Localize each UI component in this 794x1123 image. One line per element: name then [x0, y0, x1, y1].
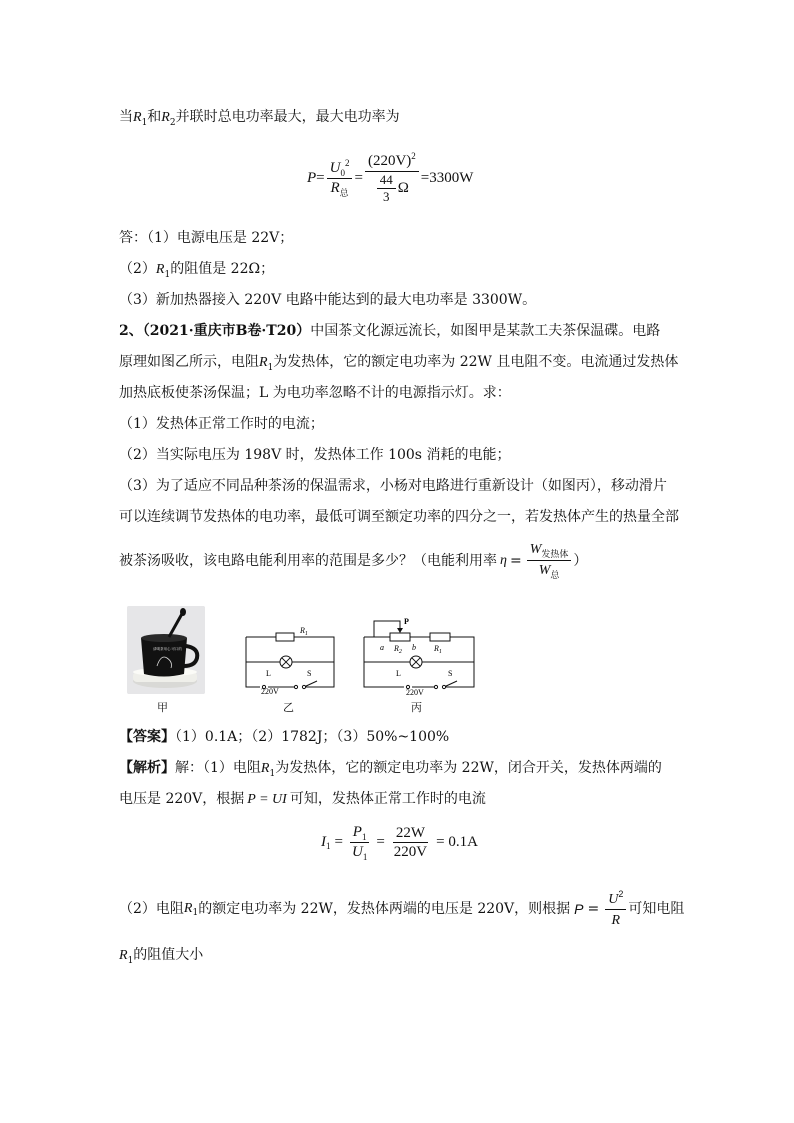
subscript: 1 — [267, 363, 274, 373]
text-fragment: 可知，发热体正常工作时的电流 — [289, 791, 486, 807]
answer-line-1: 答：（1）电源电压是 22V； — [119, 230, 294, 246]
numerator-value: 22W — [393, 825, 428, 843]
resistor-r1 — [276, 633, 294, 641]
var-r: R — [259, 355, 268, 370]
text-fragment: 的阻值是 22Ω； — [170, 261, 275, 277]
text-fragment: 原理如图乙所示，电阻 — [119, 354, 259, 370]
label-s: S — [307, 669, 312, 678]
answer-tag: 【答案】 — [119, 729, 175, 745]
equals-sign: = — [334, 833, 343, 850]
answer-line-2 — [119, 259, 274, 281]
switch-s — [444, 681, 457, 687]
var-r: R — [119, 948, 128, 963]
label-a: a — [380, 643, 384, 652]
rheostat-r2 — [390, 633, 410, 641]
analysis-line-2 — [119, 789, 486, 810]
subscript: 1 — [326, 841, 331, 851]
var-r: R — [260, 761, 270, 776]
equation-max-power — [307, 146, 473, 210]
subscript: 1 — [361, 831, 367, 842]
equation-result: = 0.1A — [436, 833, 478, 850]
var-p: P — [574, 901, 584, 917]
fraction — [605, 890, 626, 929]
problem-2-line-1 — [119, 321, 660, 341]
text-fragment: 当 — [119, 109, 133, 125]
switch-s — [304, 681, 317, 687]
text-fragment: （2） — [119, 261, 156, 277]
caption-bing: 丙 — [411, 701, 422, 714]
text-fragment: （2）电阻 — [119, 901, 184, 917]
subscript: 1 — [141, 118, 148, 128]
label-l: L — [266, 669, 271, 678]
question-3-line-3 — [119, 541, 587, 580]
var-i: I — [321, 833, 326, 850]
text-fragment: 并联时总电功率最大，最大电功率为 — [175, 109, 400, 125]
resistor-r1 — [430, 633, 450, 641]
analysis-line-1 — [119, 758, 662, 780]
label-b: b — [412, 643, 416, 652]
superscript: 2 — [344, 157, 350, 168]
var-p: P — [352, 823, 362, 840]
var-eta: η — [500, 552, 507, 568]
problem-source: （2021·重庆市B卷·T20） — [142, 323, 311, 339]
text-fragment: 为发热体，它的额定电功率为 22W，闭合开关，发热体两端的 — [275, 760, 662, 776]
fraction — [391, 825, 430, 860]
numerator-value: (220V) — [367, 152, 412, 169]
var-r: R — [330, 179, 340, 196]
text-fragment: 解：（1）电阻 — [175, 760, 261, 776]
label-r2: $R_2$ — [394, 644, 402, 655]
unit-ohm: Ω — [397, 180, 409, 196]
question-3-line-2: 可以连续调节发热体的电功率，最低可调至额定功率的四分之一，若发热体产生的热量全部 — [119, 509, 679, 525]
answer-text: （1）0.1A；（2）1782J；（3）50%~100% — [175, 729, 450, 745]
inner-den: 3 — [383, 188, 390, 204]
var-u: U — [329, 159, 341, 176]
text-line-parallel — [119, 107, 400, 129]
slider-p-arrow — [397, 628, 403, 633]
fraction — [365, 150, 419, 204]
tea-warmer-photo — [127, 606, 205, 694]
answer-line-3: （3）新加热器接入 220V 电路中能达到的最大电功率是 3300W。 — [119, 292, 537, 308]
label-220v: 220V — [261, 687, 279, 696]
var-w: W — [538, 563, 551, 578]
problem-2-line-2 — [119, 352, 678, 374]
equation-current — [321, 820, 478, 864]
subscript: 1 — [164, 270, 171, 280]
subscript: 2 — [169, 118, 176, 128]
answer-summary — [119, 727, 449, 747]
question-2: （2）当实际电压为 198V 时，发热体工作 100s 消耗的电能； — [119, 447, 511, 463]
cup-print-text: 请喝茶用心 可口的 — [153, 647, 182, 651]
var-r: R — [155, 262, 165, 277]
question-3-line-1: （3）为了适应不同品种茶汤的保温需求，小杨对电路进行重新设计（如图丙），移动滑片 — [119, 478, 667, 494]
var-r: R — [161, 110, 170, 125]
cup-image — [127, 606, 205, 694]
equals-sign: = — [354, 169, 363, 186]
text-fragment: 为发热体，它的额定电功率为 22W 且电阻不变。电流通过发热体 — [273, 354, 679, 370]
var-p: P — [307, 169, 317, 186]
problem-number: 2、 — [119, 323, 143, 339]
circuit-yi — [240, 626, 340, 696]
var-w: W — [529, 542, 542, 557]
text-fragment: 中国茶文化源远流长，如图甲是某款工夫茶保温碟。电路 — [310, 323, 661, 339]
var-u: U — [608, 891, 619, 907]
question-1: （1）发热体正常工作时的电流； — [119, 416, 324, 432]
label-p: P — [404, 617, 409, 626]
equals-sign: = — [376, 833, 385, 850]
label-r1: $R_1$ — [300, 626, 308, 637]
problem-2-line-3: 加热底板使茶汤保温；L 为电功率忽略不计的电源指示灯。求： — [119, 385, 511, 401]
label-l: L — [396, 669, 401, 678]
subscript: 发热体 — [541, 550, 569, 560]
var-r: R — [611, 912, 621, 928]
label-r1: $R_1$ — [434, 644, 442, 655]
slider-wire — [374, 621, 400, 637]
text-fragment: 电压是 220V，根据 — [119, 791, 245, 807]
text-fragment: 被茶汤吸收，该电路电能利用率的范围是多少？（电能利用率 — [119, 552, 497, 569]
equals-sign: = — [509, 552, 522, 569]
superscript: 2 — [411, 150, 416, 161]
superscript: 2 — [618, 888, 624, 899]
inner-num: 44 — [377, 173, 396, 189]
var-r: R — [133, 110, 142, 125]
text-fragment: 的额定电功率为 22W，发热体两端的电压是 220V，则根据 — [198, 901, 571, 917]
text-fragment: 和 — [147, 109, 162, 125]
subscript: 0 — [340, 167, 345, 178]
subscript: 1 — [269, 769, 276, 779]
subscript: 1 — [127, 956, 134, 966]
fraction-efficiency — [527, 541, 572, 580]
text-fragment: 的阻值大小 — [133, 947, 204, 963]
text-fragment: 可知电阻 — [628, 901, 685, 917]
subscript: 总 — [339, 187, 349, 198]
part2-line-2 — [119, 945, 203, 967]
equals-sign: = — [587, 901, 600, 917]
label-220v: 220V — [406, 688, 424, 696]
analysis-tag: 【解析】 — [119, 760, 175, 776]
denominator-value: 220V — [393, 843, 428, 860]
label-s: S — [448, 669, 453, 678]
caption-yi: 乙 — [283, 701, 294, 714]
formula-p-ui: P = UI — [247, 792, 287, 807]
circuit-bing — [360, 614, 480, 696]
subscript: 1 — [192, 908, 199, 918]
fraction-inner — [377, 173, 396, 204]
var-u: U — [351, 843, 363, 860]
fraction — [327, 157, 353, 198]
caption-jia: 甲 — [157, 701, 168, 714]
part2-line-1 — [119, 887, 684, 931]
text-fragment: ） — [573, 552, 588, 569]
fraction — [349, 824, 370, 861]
subscript: 总 — [550, 571, 560, 581]
subscript: 1 — [362, 851, 368, 862]
equals-sign: = — [316, 169, 325, 186]
equation-result: =3300W — [420, 169, 474, 186]
var-r: R — [183, 901, 193, 916]
